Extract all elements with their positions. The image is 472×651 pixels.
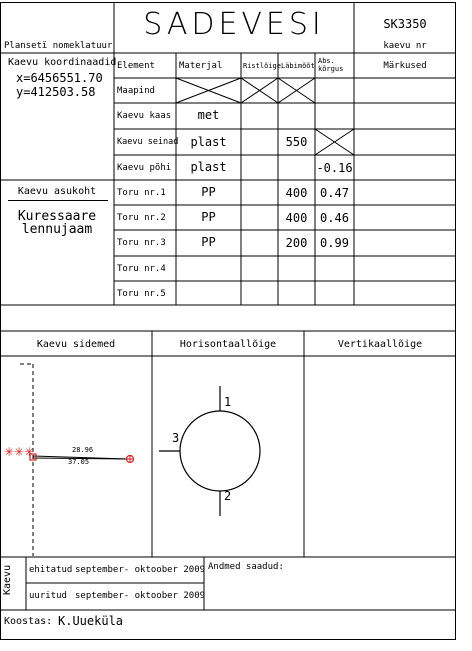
data-from-label: Andmed saadud:	[208, 562, 284, 572]
row-height: -0.16	[316, 161, 353, 175]
row-element: Toru nr.3	[117, 238, 166, 248]
header-diameter: Läbimõõt	[281, 62, 315, 70]
location-line2: lennujaam	[21, 222, 93, 237]
location-line1: Kuressaare	[17, 209, 97, 224]
ties-diagram	[0, 356, 152, 557]
location-label: Kaevu asukoht	[17, 186, 97, 197]
header-cross-section: Ristlõige	[243, 62, 281, 70]
row-height: 0.47	[320, 186, 349, 200]
author-value: K.Uuekülа	[58, 614, 124, 628]
header-element: Element	[117, 61, 155, 71]
row-material: plast	[190, 160, 227, 174]
row-height: 0.46	[320, 211, 349, 225]
surveyed-label: uuritud	[29, 591, 67, 601]
horizontal-section-diagram	[152, 356, 304, 557]
svg-text:✳✳✳: ✳✳✳	[4, 445, 35, 459]
row-element: Kaevu seinad	[117, 137, 179, 147]
row-element: Kaevu kaas	[117, 111, 172, 121]
tie-slope: 28.96	[72, 446, 94, 454]
row-element: Kaevu põhi	[117, 163, 172, 173]
coordinates-label: Kaevu koordinaadid	[8, 57, 117, 68]
built-value: september- oktoober 2009	[75, 565, 206, 575]
pipe-label-3: 3	[172, 431, 180, 445]
row-material: met	[197, 108, 220, 122]
tie-marker-right	[126, 455, 134, 463]
row-height: 0.99	[320, 236, 349, 250]
row-material: PP	[201, 235, 216, 249]
page-title: SADEVESI	[143, 7, 325, 42]
nomenclature-label: Plansetï nomeklatuur	[4, 41, 113, 51]
pipe-label-1: 1	[224, 395, 232, 409]
author-label: Koostas:	[4, 616, 53, 627]
header-material: Materjal	[179, 61, 223, 71]
row-diameter: 400	[285, 186, 308, 200]
surveyed-value: september- oktoober 2009	[75, 591, 206, 601]
coordinate-x: x=6456551.70	[16, 71, 103, 85]
section-ties-title: Kaevu sidemed	[36, 339, 116, 350]
coordinate-y: y=412503.58	[16, 85, 96, 99]
well-circle	[180, 411, 260, 491]
row-element: Toru nr.2	[117, 213, 166, 223]
pipe-label-2: 2	[224, 489, 232, 503]
well-label: Kaevu	[2, 564, 13, 595]
row-element: Toru nr.1	[117, 188, 166, 198]
section-vertical-title: Vertikaallõige	[337, 339, 423, 350]
tie-length: 37.05	[68, 458, 90, 466]
location-divider	[8, 200, 108, 201]
row-element: Toru nr.4	[117, 264, 166, 274]
header-abs-height: Abs. kõrgus	[318, 57, 344, 73]
row-diameter: 400	[285, 211, 308, 225]
row-diameter: 550	[285, 135, 308, 149]
row-material: plast	[190, 135, 227, 149]
row-element: Maapind	[117, 86, 155, 96]
built-label: ehitatud	[29, 565, 73, 575]
row-element: Toru nr.5	[117, 289, 166, 299]
well-code: SK3350	[383, 17, 427, 31]
row-material: PP	[201, 210, 216, 224]
section-horizontal-title: Horisontaallõige	[179, 339, 277, 350]
tie-marker-left	[4, 445, 36, 460]
well-code-caption: kaevu nr	[383, 41, 427, 51]
row-diameter: 200	[285, 236, 308, 250]
header-notes: Märkused	[383, 61, 427, 71]
row-material: PP	[201, 185, 216, 199]
